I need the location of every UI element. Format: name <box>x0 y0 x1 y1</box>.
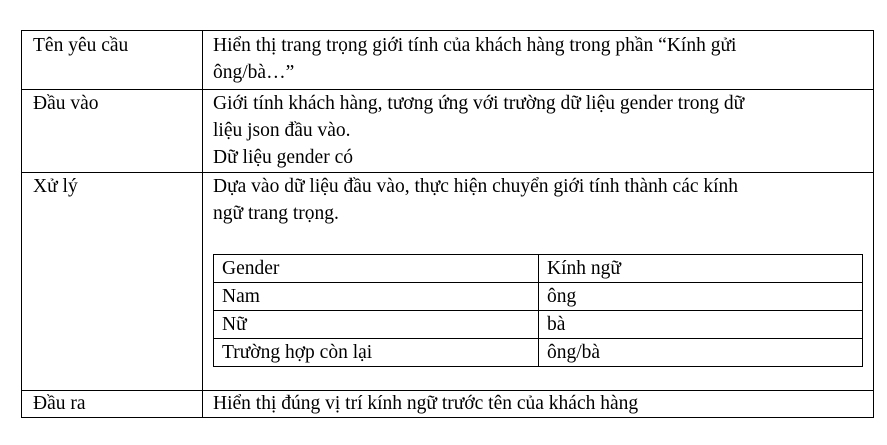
mapping-cell-honorific: ông/bà <box>539 339 863 367</box>
spec-input-line: liệu json đầu vào. <box>213 120 351 141</box>
spec-value-input <box>203 90 874 173</box>
mapping-cell-gender: Trường hợp còn lại <box>214 339 539 367</box>
spec-row-name <box>22 31 874 90</box>
spec-label-name: Tên yêu cầu <box>22 31 203 90</box>
spec-process-line: ngữ trang trọng. <box>213 203 339 224</box>
spec-label-process: Xử lý <box>22 173 203 391</box>
spec-row-output <box>22 391 874 418</box>
gender-mapping-table <box>213 254 863 367</box>
mapping-cell-gender: Nữ <box>214 311 539 339</box>
spec-input-line: Giới tính khách hàng, tương ứng với trường dữ liệu gender trong dữ <box>213 93 745 114</box>
spec-input-line: Dữ liệu gender có <box>213 147 353 168</box>
spec-value-process <box>203 173 874 391</box>
spec-label-input: Đầu vào <box>22 90 203 173</box>
spec-name-line: Hiển thị trang trọng giới tính của khách hàng trong phần “Kính gửi <box>213 35 737 56</box>
spec-process-line: Dựa vào dữ liệu đầu vào, thực hiện chuyển giới tính thành các kính <box>213 176 739 197</box>
mapping-cell-gender: Nam <box>214 283 539 311</box>
mapping-header-gender: Gender <box>214 255 539 283</box>
spec-name-line: ông/bà…” <box>213 62 295 83</box>
mapping-cell-honorific: bà <box>539 311 863 339</box>
spec-row-input <box>22 90 874 173</box>
spec-row-process <box>22 173 874 391</box>
spec-label-output: Đầu ra <box>22 391 203 418</box>
mapping-header-row <box>214 255 863 283</box>
spec-value-output: Hiển thị đúng vị trí kính ngữ trước tên của khách hàng <box>203 391 874 418</box>
table-row <box>214 283 863 311</box>
mapping-header-honorific: Kính ngữ <box>539 255 863 283</box>
table-row <box>214 311 863 339</box>
table-row <box>214 339 863 367</box>
mapping-cell-honorific: ông <box>539 283 863 311</box>
spec-value-name <box>203 31 874 90</box>
requirement-spec-table <box>21 30 874 418</box>
